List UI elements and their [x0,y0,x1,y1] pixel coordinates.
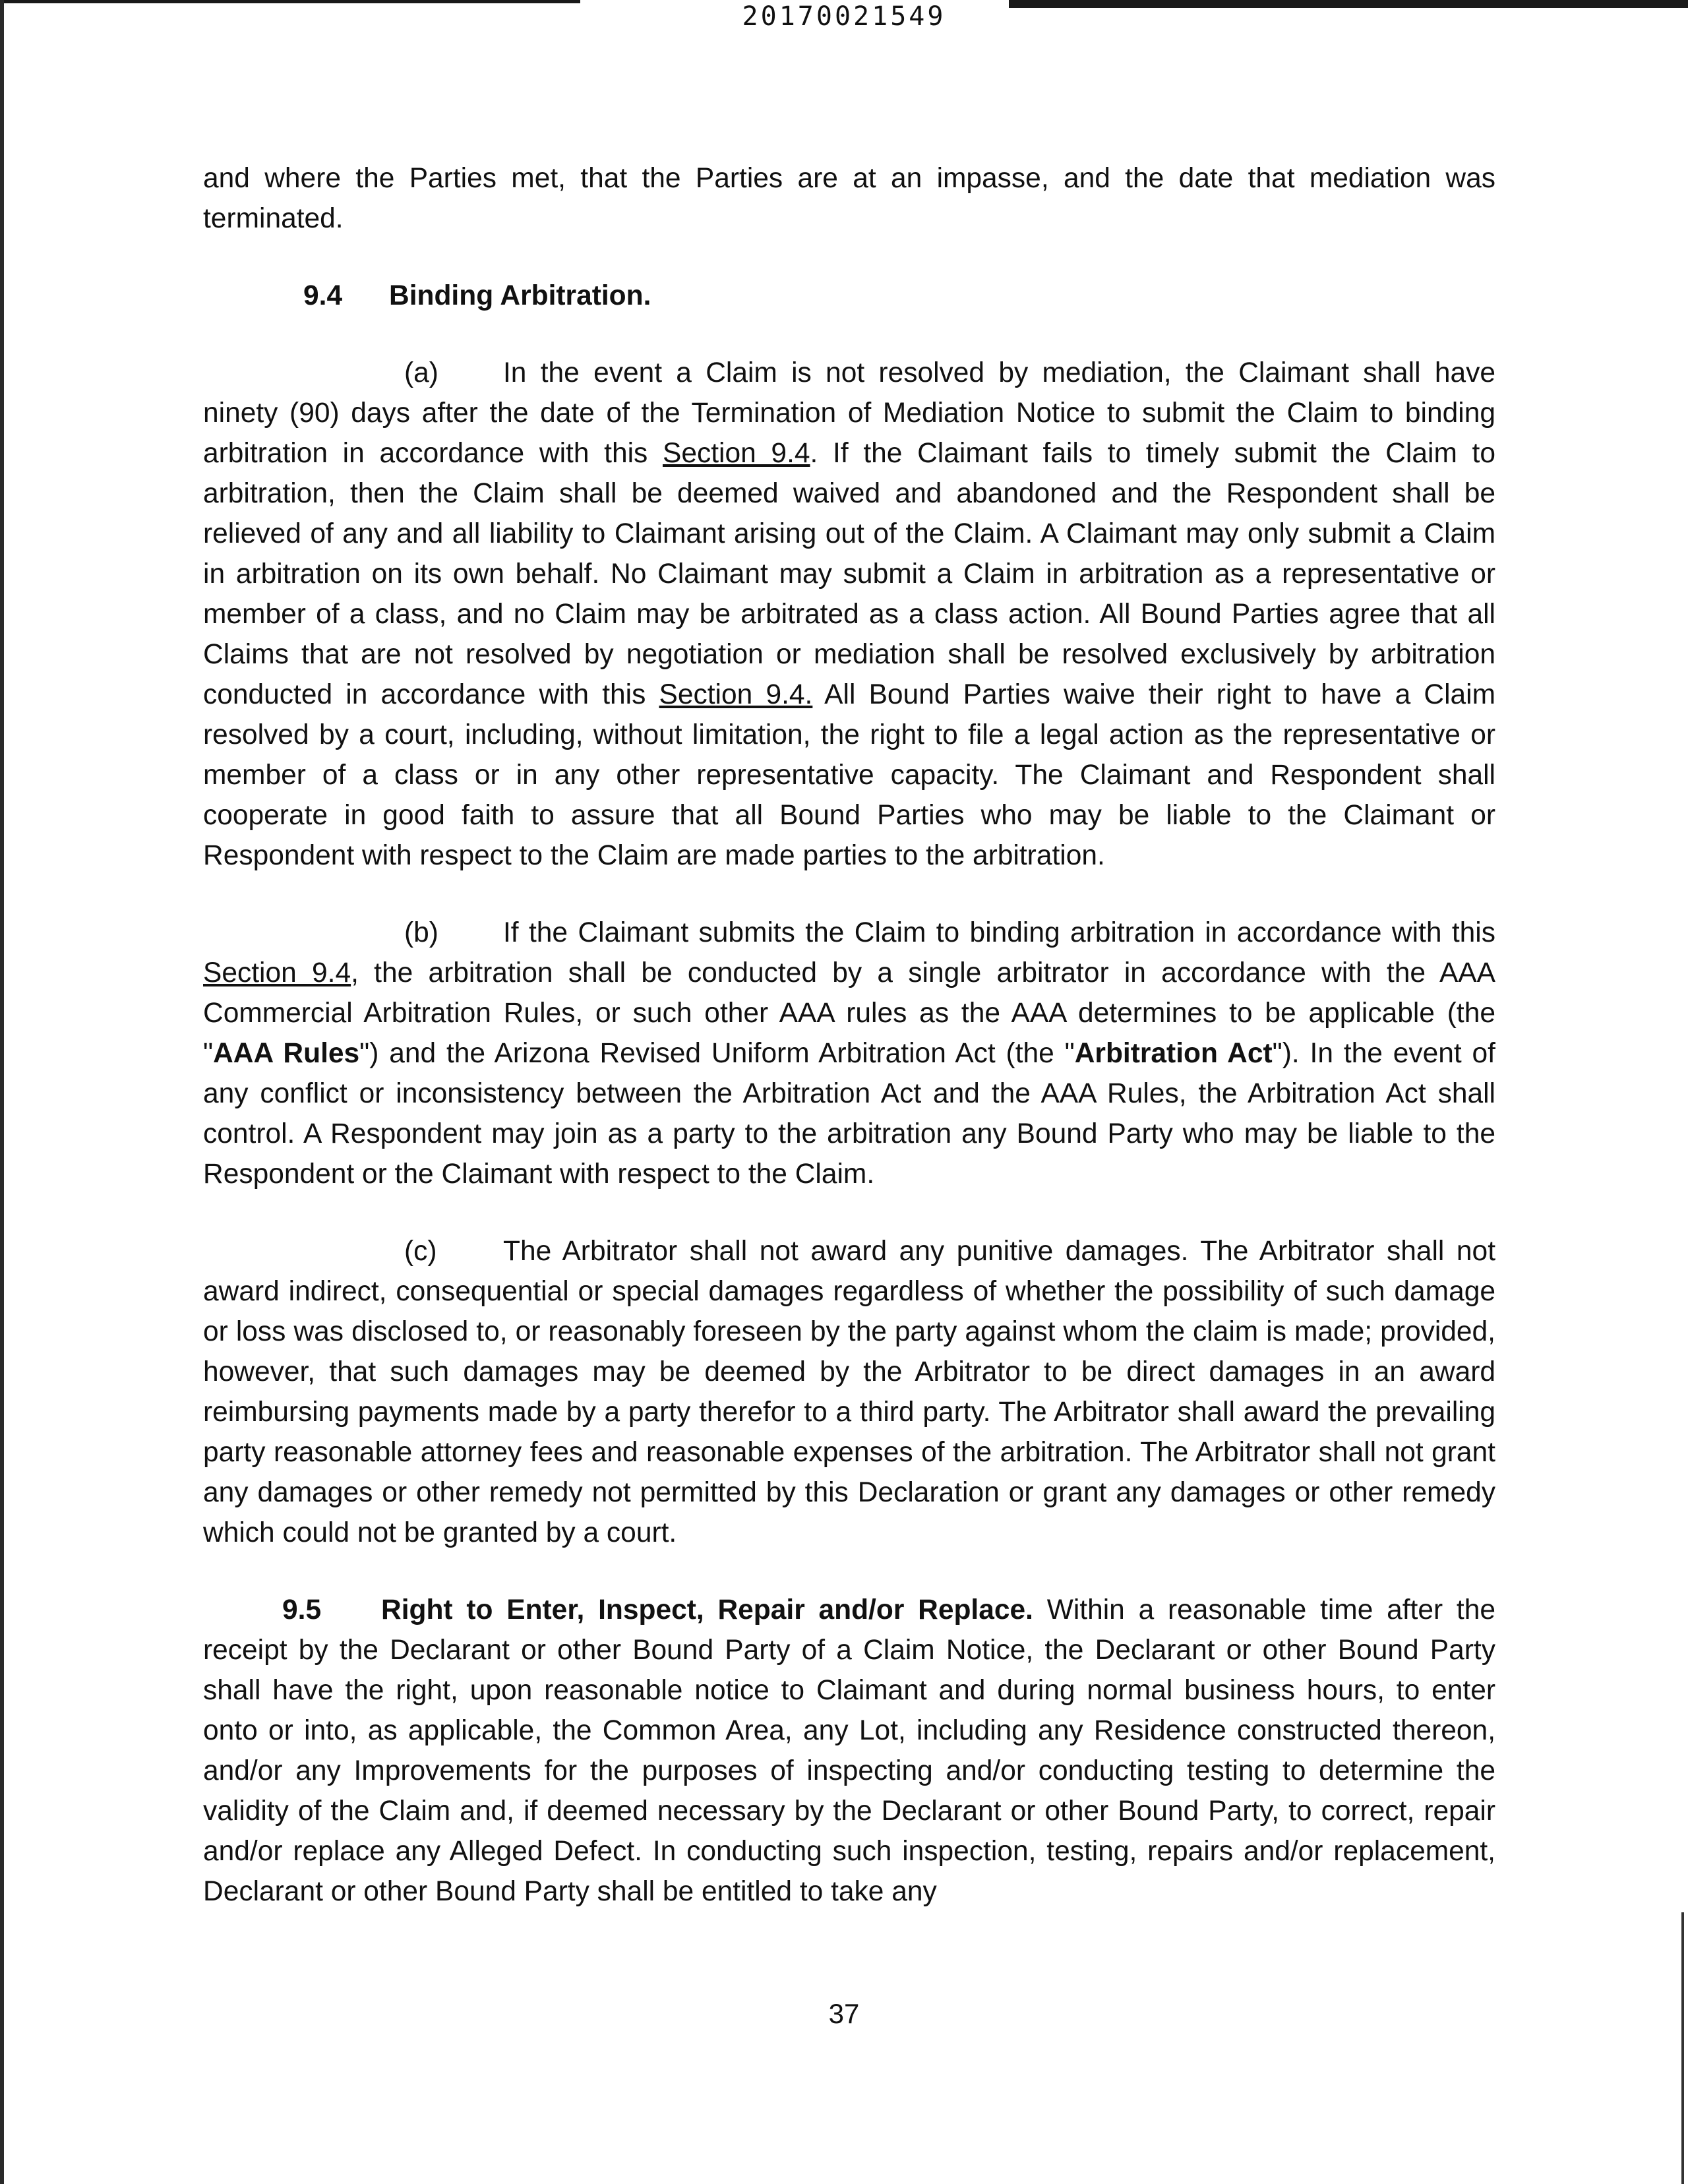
paragraph-label: (c) [404,1236,437,1267]
section-9-4-heading [203,276,1495,316]
paragraph-label: (b) [404,917,438,948]
paragraph-text: . If the Claimant fails to timely submit the Claim to arbitration, then the Claim shall be deemed waived and abandoned and the Respondent shall be relieved of any and all liability to Claimant arising out of the Claim. A Claimant may only submit a Claim in arbitration on its own behalf. No Claimant may submit a Claim in arbitration as a representative or member of a class, and no Claim may be arbitrated as a class action. All Bound Parties agree that all Claims that are not resolved by negotiation or mediation shall be resolved exclusively by arbitration conducted in accordance with this [203,438,1495,710]
paragraph-text: , the arbitration shall be conducted by a single arbitrator in accordance with the AAA Commercial Arbitration Rules, or such other AAA rules as the AAA determines to be applicable (the " [203,957,1495,1069]
section-reference: Section 9.4 [662,438,810,469]
paragraph-text: All Bound Parties waive their right to have a Claim resolved by a court, including, without limitation, the right to file a legal action as the representative or member of a class or in any other representative capacity. The Claimant and Respondent shall cooperate in good faith to assure that all Bound Parties who may be liable to the Claimant or Respondent with respect to the Claim are made parties to the arbitration. [203,679,1496,871]
scan-left-edge [0,0,4,2184]
paragraph-c [203,1231,1495,1553]
defined-term: Arbitration Act [1074,1038,1273,1069]
paragraph-a [203,353,1495,876]
paragraph-text: The Arbitrator shall not award any punitive damages. The Arbitrator shall not award indirect, consequential or special damages regardless of whether the possibility of such damage or loss was disclosed to, or reasonably foreseen by the party against whom the claim is made; provided, however, that such damages may be deemed by the Arbitrator to be direct damages in an award reimbursing payments made by a party therefor to a third party. The Arbitrator shall award the prevailing party reasonable attorney fees and reasonable expenses of the arbitration. The Arbitrator shall not grant any damages or other remedy not permitted by this Declaration or grant any damages or other remedy which could not be granted by a court. [203,1236,1495,1548]
paragraph-text: ") and the Arizona Revised Uniform Arbitration Act (the " [359,1038,1075,1069]
section-number: 9.5 [282,1594,322,1625]
paragraph-b [203,913,1495,1194]
paragraph-text: "). In the event of any conflict or inconsistency between the Arbitration Act and the AAA Rules, the Arbitration Act shall control. A Respondent may join as a party to the arbitration any Bound Party who may be liable to the Respondent or the Claimant with respect to the Claim. [203,1038,1495,1190]
paragraph-label: (a) [404,357,438,388]
paragraph-text: Within a reasonable time after the receipt by the Declarant or other Bound Party of a Claim Notice, the Declarant or other Bound Party shall have the right, upon reasonable notice to Claimant and during normal business hours, to enter onto or into, as applicable, the Common Area, any Lot, including any Residence constructed thereon, and/or any Improvements for the purposes of inspecting and/or conducting testing to determine the validity of the Claim and, if deemed necessary by the Declarant or other Bound Party, to correct, repair and/or replace any Alleged Defect. In conducting such inspection, testing, repairs and/or replacement, Declarant or other Bound Party shall be entitled to take any [203,1594,1495,1907]
paragraph-text: In the event a Claim is not resolved by mediation, the Claimant shall have ninety (90) days after the date of the Termination of Mediation Notice to submit the Claim to binding arbitration in accordance with this [203,357,1495,469]
scan-right-edge [1681,1912,1684,2184]
section-number: 9.4 [303,280,343,311]
document-body [203,158,1495,1912]
recording-number: 20170021549 [742,1,946,32]
defined-term: AAA Rules [213,1038,360,1069]
section-title: Binding Arbitration. [389,280,651,311]
section-title: Right to Enter, Inspect, Repair and/or Replace. [381,1594,1033,1625]
section-reference: Section 9.4 [203,957,351,988]
section-reference: Section 9.4. [659,679,813,710]
page-number: 37 [828,1998,860,2029]
paragraph-text: If the Claimant submits the Claim to binding arbitration in accordance with this [503,917,1495,948]
intro-paragraph: and where the Parties met, that the Parties are at an impasse, and the date that mediation was terminated. [203,163,1495,234]
section-9-5-paragraph [203,1590,1495,1912]
